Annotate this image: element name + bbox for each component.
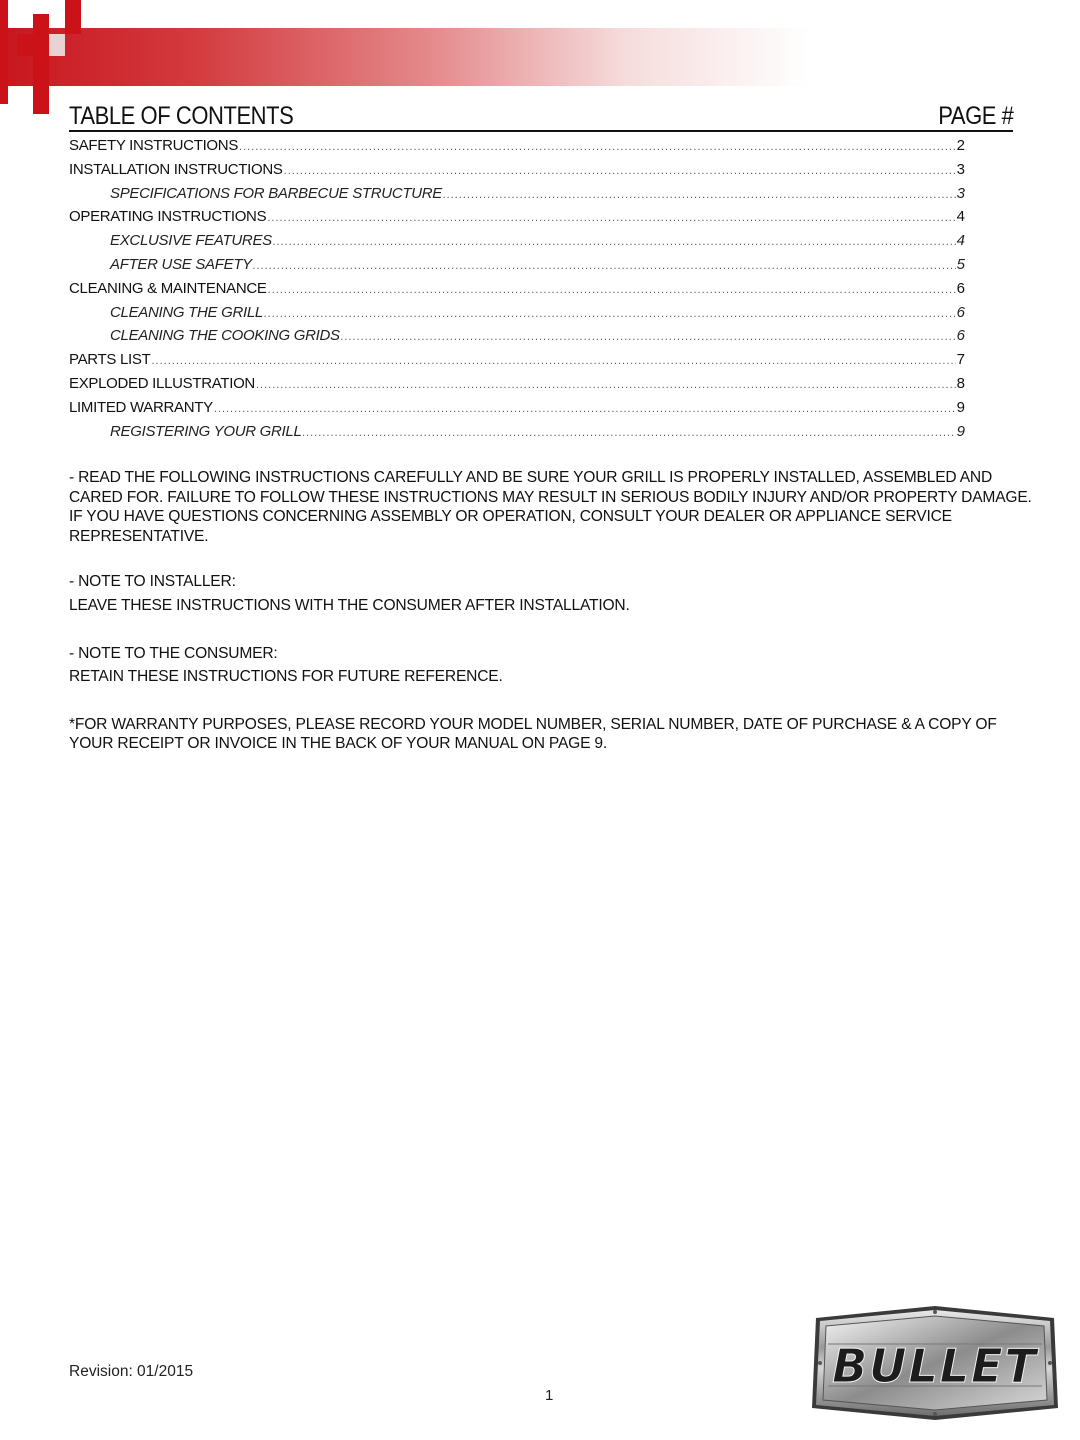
toc-entry [69,324,965,348]
bullet-logo [810,1304,1060,1422]
consumer-text: RETAIN THESE INSTRUCTIONS FOR FUTURE REFERENCE. [69,668,503,686]
toc-entry-page: 4 [956,232,965,250]
toc-entry [69,253,965,277]
toc-entry [69,277,965,301]
toc-entry-page: 9 [956,422,965,440]
toc-page-header: PAGE # [937,102,1013,130]
toc-leader-dots [303,422,956,444]
toc-entry-page: 6 [956,327,965,345]
toc-leader-dots [264,303,956,325]
header-block [49,34,65,56]
toc-entry-label: CLEANING & MAINTENANCE [69,279,267,297]
toc-entry-page: 3 [956,160,965,178]
toc-entry-label: PARTS LIST [69,351,151,369]
toc-entry-page: 9 [956,398,965,416]
header-block [33,14,49,114]
toc-entry-page: 3 [956,184,965,202]
toc-entry-page: 2 [956,137,965,154]
toc-entry-label: REGISTERING YOUR GRILL [110,422,302,440]
toc-entry-page: 6 [956,279,965,297]
toc-leader-dots [268,279,956,301]
header-block [17,34,33,56]
installer-text: LEAVE THESE INSTRUCTIONS WITH THE CONSUMER AFTER INSTALLATION. [69,596,630,614]
instructions-notes [69,468,1039,754]
toc-entry-label: CLEANING THE GRILL [110,303,263,321]
toc-entry-page: 5 [956,255,965,273]
toc-leader-dots [151,350,955,372]
page-number: 1 [545,1387,554,1404]
toc-leader-dots [214,398,956,420]
toc-entry [69,420,965,444]
installer-heading: - NOTE TO INSTALLER: [69,573,236,591]
toc-entry-label: SPECIFICATIONS FOR BARBECUE STRUCTURE [110,184,442,202]
toc-entry-label: OPERATING INSTRUCTIONS [69,208,267,226]
toc-leader-dots [273,231,956,253]
toc-header [69,102,1013,132]
toc-entry [69,229,965,253]
toc-entry [69,134,965,158]
toc-entry [69,182,965,206]
toc-entry-label: AFTER USE SAFETY [110,255,252,273]
toc-entry-page: 7 [956,351,965,369]
toc-entry-label: SAFETY INSTRUCTIONS [69,137,239,154]
toc-entry-page: 6 [956,303,965,321]
header-block [65,0,81,34]
toc-entry [69,301,965,325]
toc-entry-label: INSTALLATION INSTRUCTIONS [69,160,283,178]
header-gradient-band [0,28,1080,86]
toc-title: TABLE OF CONTENTS [69,102,294,130]
logo-text: BULLET [832,1339,1038,1393]
toc-entry [69,372,965,396]
header-block [0,0,8,104]
toc-entry [69,158,965,182]
toc-leader-dots [267,207,955,229]
toc-entry-label: LIMITED WARRANTY [69,398,213,416]
toc-entry-label: EXCLUSIVE FEATURES [110,232,272,250]
warranty-note: *FOR WARRANTY PURPOSES, PLEASE RECORD YOUR MODEL NUMBER, SERIAL NUMBER, DATE OF PURCHASE & A COPY OF YOUR RECEIPT OR INVOICE IN THE BACK OF YOUR MANUAL ON PAGE 9. [69,715,997,753]
toc-leader-dots [256,374,956,396]
toc-entry [69,205,965,229]
toc-entry-label: CLEANING THE COOKING GRIDS [110,327,340,345]
warning-text: - READ THE FOLLOWING INSTRUCTIONS CAREFULLY AND BE SURE YOUR GRILL IS PROPERLY INSTALLED, ASSEMBLED AND CARED FOR. FAILURE TO FOLLOW THESE INSTRUCTIONS MAY RESULT IN SERIOUS BODILY INJURY AND/OR PROPERTY DAMAGE. IF YOU HAVE QUESTIONS CONCERNING ASSEMBLY OR OPERATION, CONSULT YOUR DEALER OR APPLIANCE SERVICE REPRESENTATIVE. [69,469,1032,545]
toc-leader-dots [284,160,956,182]
toc-leader-dots [443,184,956,206]
toc-entry [69,348,965,372]
toc-entry-page: 4 [956,208,965,226]
toc-leader-dots [239,136,956,158]
toc-entry-label: EXPLODED ILLUSTRATION [69,374,255,392]
toc-entry-page: 8 [956,374,965,392]
toc-leader-dots [341,326,956,348]
toc-list [69,134,965,443]
toc-leader-dots [253,255,956,277]
revision-text: Revision: 01/2015 [69,1363,194,1380]
consumer-heading: - NOTE TO THE CONSUMER: [69,644,278,662]
toc-entry [69,396,965,420]
